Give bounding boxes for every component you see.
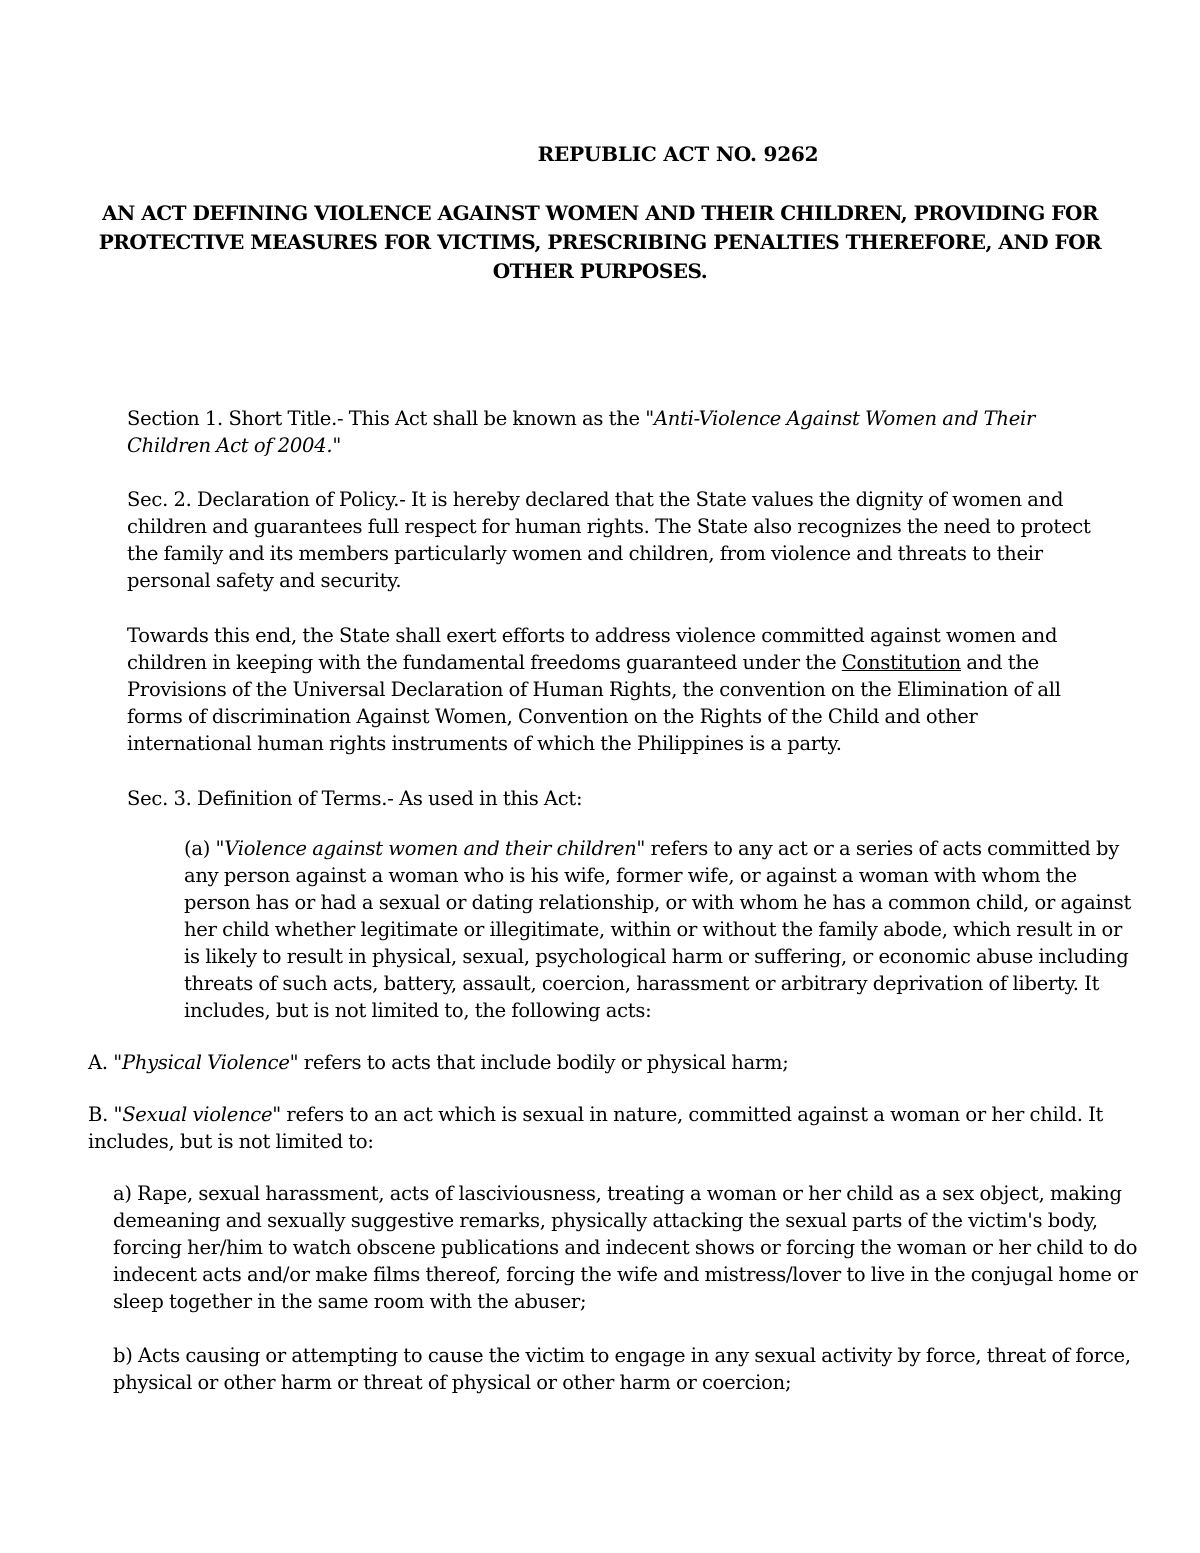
physical-violence-term: "Physical Violence": [113, 1051, 299, 1074]
definition-a-text: refers to any act or a series of acts committed by any person against a woman who is his wife, former wife, or against a woman with whom the person has or had a sexual or dating relationship, or with whom he has a common child, or against her child whether legitimate or illegitimate, within or without the family abode, which result in or is likely to result in physical, sexual, psychological harm or suffering, or economic abuse including threats of such acts, battery, assault, coercion, harassment or arbitrary deprivation of liberty. It includes, but is not limited to, the following acts:: [184, 837, 1132, 1022]
towards-text-end: and the Provisions of the Universal Declaration of Human Rights, the convention on the Elimination of all forms of discrimination Against Women, Convention on the Rights of the Child and other international human rights instruments of which the Philippines is a party.: [127, 651, 1061, 755]
section-2-paragraph: Sec. 2. Declaration of Policy.- It is hereby declared that the State values the dignity of women and children and guarantees full respect for human rights. The State also recognizes the need to protect the family and its members particularly women and children, from violence and threats to their personal safety and security.: [127, 488, 1091, 592]
physical-violence-text: refers to acts that include bodily or physical harm;: [298, 1051, 789, 1074]
towards-text-start: Towards this end, the State shall exert efforts to address violence committed against women and children in keeping with the fundamental freedoms guaranteed under the: [127, 624, 1058, 674]
item-A-label: A.: [88, 1051, 114, 1074]
sexual-violence-paragraph: [88, 1101, 1163, 1155]
constitution-link[interactable]: Constitution: [841, 651, 961, 674]
physical-violence-paragraph: [88, 1049, 1138, 1076]
sexual-violence-sub-a: a) Rape, sexual harassment, acts of lasciviousness, treating a woman or her child as a sex object, making demeaning and sexually suggestive remarks, physically attacking the sexual parts of the victim's body, forcing her/him to watch obscene publications and indecent shows or forcing the woman or her child to do indecent acts and/or make films thereof, forcing the wife and mistress/lover to live in the conjugal home or sleep together in the same room with the abuser;: [113, 1182, 1138, 1313]
section-1-text: Section 1. Short Title.- This Act shall be known as the: [127, 407, 646, 430]
item-B-label: B.: [88, 1103, 114, 1126]
sexual-violence-sub-b: b) Acts causing or attempting to cause the victim to engage in any sexual activity by force, threat of force, physical or other harm or threat of physical or other harm or coercion;: [113, 1344, 1131, 1394]
sexual-violence-text: refers to an act which is sexual in nature, committed against a woman or her child. It includes, but is not limited to:: [88, 1103, 1104, 1153]
act-number-heading: REPUBLIC ACT NO. 9262: [537, 142, 819, 166]
towards-paragraph: [127, 622, 1102, 757]
act-title-heading: AN ACT DEFINING VIOLENCE AGAINST WOMEN AND THEIR CHILDREN, PROVIDING FOR PROTECTIVE MEASURES FOR VICTIMS, PRESCRIBING PENALTIES THEREFORE, AND FOR OTHER PURPOSES.: [98, 201, 1102, 283]
definition-a-paragraph: [184, 835, 1134, 1024]
short-title-italic: "Anti-Violence Against Women and Their Children Act of 2004.": [127, 407, 1036, 457]
section-1-paragraph: [127, 405, 1097, 459]
section-3-heading: Sec. 3. Definition of Terms.- As used in this Act:: [127, 787, 583, 810]
definition-a-label: (a): [184, 837, 216, 860]
sexual-violence-term: "Sexual violence": [113, 1103, 281, 1126]
definition-a-term: "Violence against women and their children": [215, 837, 646, 860]
